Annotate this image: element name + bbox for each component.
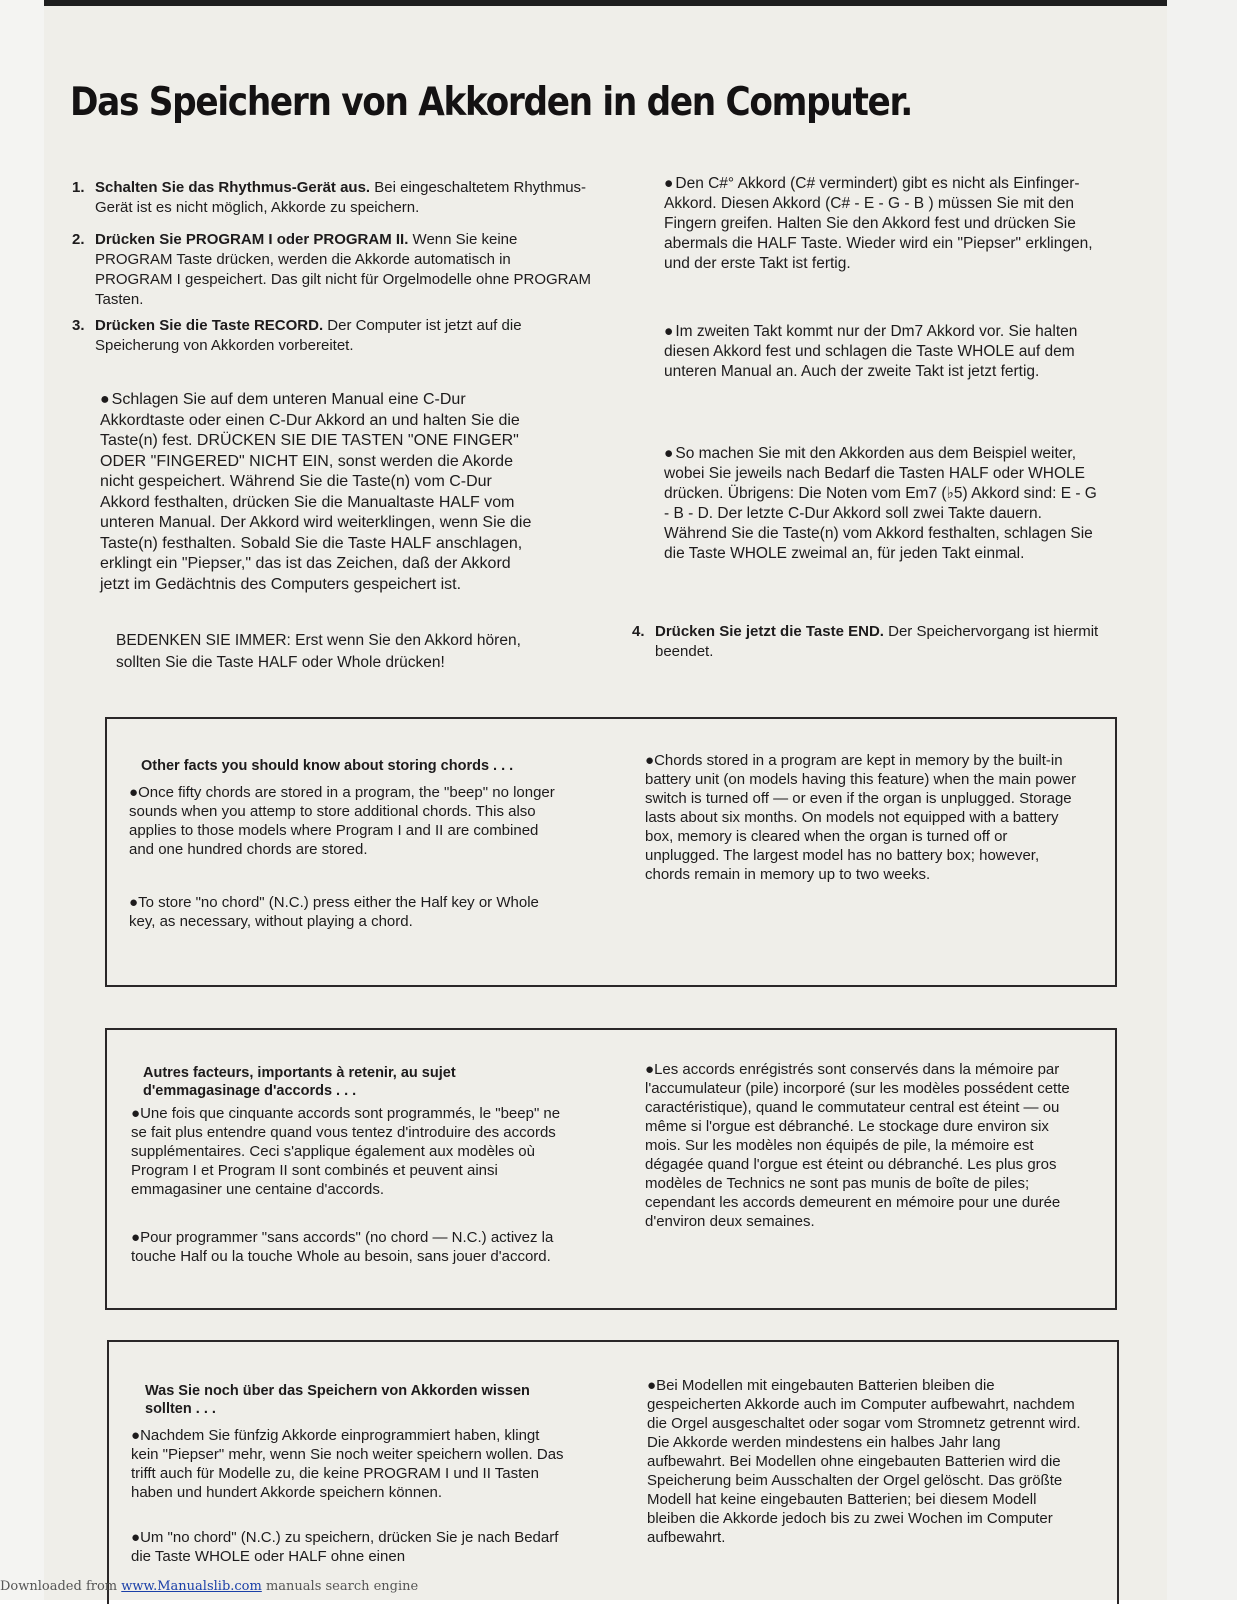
- bullet-icon: ●: [647, 1377, 657, 1394]
- box-bullet: [129, 783, 565, 859]
- bullet-text: So machen Sie mit den Akkorden aus dem Beispiel weiter, wobei Sie jeweils nach Bedarf die Tasten HALF oder WHOLE drücken. Übrigens: Die Noten vom Em7 (♭5) Akkord sind: E - G - B - D. Der letzte C-Dur Akkord soll zwei Takte dauern. Während Sie die Taste(n) vom Akkord festhalten, schlagen Sie die Taste WHOLE zweimal an, für jeden Takt einmal.: [664, 445, 1097, 562]
- step-text: Der Speichervorgang ist hiermit beendet.: [655, 623, 1099, 660]
- bullet-icon: ●: [645, 1061, 655, 1078]
- page-gutter-right: [1167, 0, 1237, 1600]
- bullet-text: To store "no chord" (N.C.) press either the Half key or Whole key, as necessary, without playing a chord.: [129, 894, 539, 930]
- box-bullet: [129, 893, 565, 931]
- box-bullet: [131, 1426, 569, 1502]
- bullet-icon: ●: [131, 1529, 141, 1546]
- bullet-text: Nachdem Sie fünfzig Akkorde einprogrammiert haben, klingt kein "Piepser" mehr, wenn Sie noch weiter speichern wollen. Das trifft auch für Modelle zu, die keine PROGRAM I und II Tasten haben und hundert Akkorde speichern können.: [131, 1427, 564, 1501]
- right-bullet-3: [664, 444, 1100, 564]
- box-bullet: [131, 1228, 567, 1266]
- box-bullet: [645, 1060, 1081, 1231]
- bullet-text: Pour programmer "sans accords" (no chord — N.C.) activez la touche Half ou la touche Whole au besoin, sans jouer d'accord.: [131, 1229, 554, 1265]
- page-title: Das Speichern von Akkorden in den Computer.: [70, 80, 912, 125]
- step-text: Bei eingeschaltetem Rhythmus-Gerät ist es nicht möglich, Akkorde zu speichern.: [95, 179, 587, 216]
- step-heading: Schalten Sie das Rhythmus-Gerät aus.: [95, 179, 371, 196]
- bullet-icon: ●: [131, 1105, 141, 1122]
- bullet-icon: ●: [129, 894, 139, 911]
- step-2: [72, 230, 592, 310]
- step-number: 2.: [72, 231, 85, 248]
- step-3: [72, 316, 592, 356]
- box-heading: Was Sie noch über das Speichern von Akkorden wissen sollten . . .: [145, 1383, 530, 1417]
- step-heading: Drücken Sie jetzt die Taste END.: [655, 623, 884, 640]
- box-bullet: [131, 1528, 569, 1566]
- box-heading: Other facts you should know about storing chords . . .: [141, 758, 514, 774]
- step-heading: Drücken Sie PROGRAM I oder PROGRAM II.: [95, 231, 409, 248]
- step-number: 3.: [72, 317, 85, 334]
- step-heading: Drücken Sie die Taste RECORD.: [95, 317, 324, 334]
- bullet-icon: ●: [664, 323, 674, 340]
- step-number: 4.: [632, 623, 645, 640]
- bullet-icon: ●: [645, 752, 655, 769]
- bullet-icon: ●: [664, 175, 674, 192]
- step-1: [72, 178, 592, 218]
- bullet-text: Chords stored in a program are kept in memory by the built-in battery unit (on models having this feature) when the main power switch is turned off — or even if the organ is unplugged. Storage lasts about six months. On models not equipped with a battery box, memory is cleared when the organ is turned off or unplugged. The largest model has no battery box; however, chords remain in memory up to two weeks.: [645, 752, 1077, 883]
- bullet-text: Im zweiten Takt kommt nur der Dm7 Akkord vor. Sie halten diesen Akkord fest und schlagen die Taste WHOLE auf dem unteren Manual an. Auch der zweite Takt ist jetzt fertig.: [664, 323, 1078, 380]
- watermark-suffix: manuals search engine: [261, 1579, 419, 1594]
- info-box-french: [105, 1028, 1117, 1310]
- bullet-text: Once fifty chords are stored in a program, the "beep" no longer sounds when you attemp to store additional chords. This also applies to those models where Program I and II are combined and one hundred chords are stored.: [129, 784, 555, 858]
- remember-note: BEDENKEN SIE IMMER: Erst wenn Sie den Akkord hören, sollten Sie die Taste HALF oder Whole drücken!: [116, 632, 521, 671]
- manualslib-link[interactable]: www.Manualslib.com: [121, 1579, 262, 1594]
- box-bullet: [131, 1104, 567, 1199]
- bullet-icon: ●: [664, 445, 674, 462]
- step-text: Der Computer ist jetzt auf die Speicherung von Akkorden vorbereitet.: [95, 317, 522, 354]
- bullet-text: Une fois que cinquante accords sont programmés, le "beep" ne se fait plus entendre quand vous tentez d'introduire des accords supplémentaires. Ceci s'applique également aux modèles où Program I et Program II sont combinés et peuvent ainsi emmagasiner une centaine d'accords.: [131, 1105, 561, 1198]
- page-gutter-left: [0, 0, 44, 1600]
- bullet-text: Les accords enrégistrés sont conservés dans la mémoire par l'accumulateur (pile) incorporé (sur les modèles possédent cette caractéristique), quand le commutateur central est éteint — ou même si l'orgue est débranché. Le stockage dure environ six mois. Sur les modèles non équipés de pile, la mémoire est dégagée quand l'orgue est éteint ou débranché. Les plus gros modèles de Technics ne sont pas munis de boîte de piles; cependant les accords demeurent en mémoire pour une durée d'environ deux semaines.: [645, 1061, 1070, 1230]
- info-box-english: [105, 717, 1117, 987]
- box-bullet: [647, 1376, 1083, 1547]
- box-bullet: [645, 751, 1081, 884]
- bullet-icon: ●: [129, 784, 139, 801]
- step-text: Wenn Sie keine PROGRAM Taste drücken, werden die Akkorde automatisch in PROGRAM I gespeichert. Das gilt nicht für Orgelmodelle ohne PROGRAM Tasten.: [95, 231, 592, 308]
- bullet-text: Um "no chord" (N.C.) zu speichern, drücken Sie je nach Bedarf die Taste WHOLE oder HALF ohne einen: [131, 1529, 559, 1565]
- right-bullet-1: [664, 174, 1100, 274]
- bullet-text: Bei Modellen mit eingebauten Batterien bleiben die gespeicherten Akkorde auch im Computer aufbewahrt, nachdem die Orgel ausgeschaltet oder sogar vom Stromnetz getrennt wird. Die Akkorde werden mindestens ein halbes Jahr lang aufbewahrt. Bei Modellen ohne eingebauten Batterien wird die Speicherung beim Ausschalten der Orgel gelöscht. Das größte Modell hat keine eingebauten Batterien; bei diesem Modell bleiben die Akkorde jedoch bis zu zwei Wochen im Computer aufbewahrt.: [647, 1377, 1081, 1546]
- download-watermark: [0, 1579, 418, 1594]
- bullet-icon: ●: [131, 1427, 141, 1444]
- bullet-icon: ●: [100, 391, 110, 408]
- instruction-bullet: [100, 390, 540, 595]
- top-edge: [44, 0, 1167, 6]
- step-number: 1.: [72, 179, 85, 196]
- step-4: [632, 622, 1152, 662]
- box-heading: Autres facteurs, importants à retenir, au sujet d'emmagasinage d'accords . . .: [143, 1065, 456, 1099]
- info-box-german: [107, 1340, 1119, 1604]
- bullet-text: Schlagen Sie auf dem unteren Manual eine C-Dur Akkordtaste oder einen C-Dur Akkord an und halten Sie die Taste(n) fest. DRÜCKEN SIE DIE TASTEN "ONE FINGER" ODER "FINGERED" NICHT EIN, sonst werden die Akorde nicht gespeichert. Während Sie die Taste(n) vom C-Dur Akkord festhalten, drücken Sie die Manualtaste HALF vom unteren Manual. Der Akkord wird weiterklingen, wenn Sie die Taste(n) festhalten. Sobald Sie die Taste HALF anschlagen, erklingt ein "Piepser," das ist das Zeichen, daß der Akkord jetzt im Gedächtnis des Computers gespeichert ist.: [100, 391, 532, 593]
- manual-page: [44, 0, 1167, 1600]
- right-bullet-2: [664, 322, 1100, 382]
- watermark-prefix: Downloaded from: [0, 1579, 122, 1594]
- bullet-icon: ●: [131, 1229, 141, 1246]
- bullet-text: Den C#° Akkord (C# vermindert) gibt es nicht als Einfinger-Akkord. Diesen Akkord (C# - E - G - B ) müssen Sie mit den Fingern greifen. Halten Sie den Akkord fest und drücken Sie abermals die HALF Taste. Wieder wird ein "Piepser" erklingen, und der erste Takt ist fertig.: [664, 175, 1093, 272]
